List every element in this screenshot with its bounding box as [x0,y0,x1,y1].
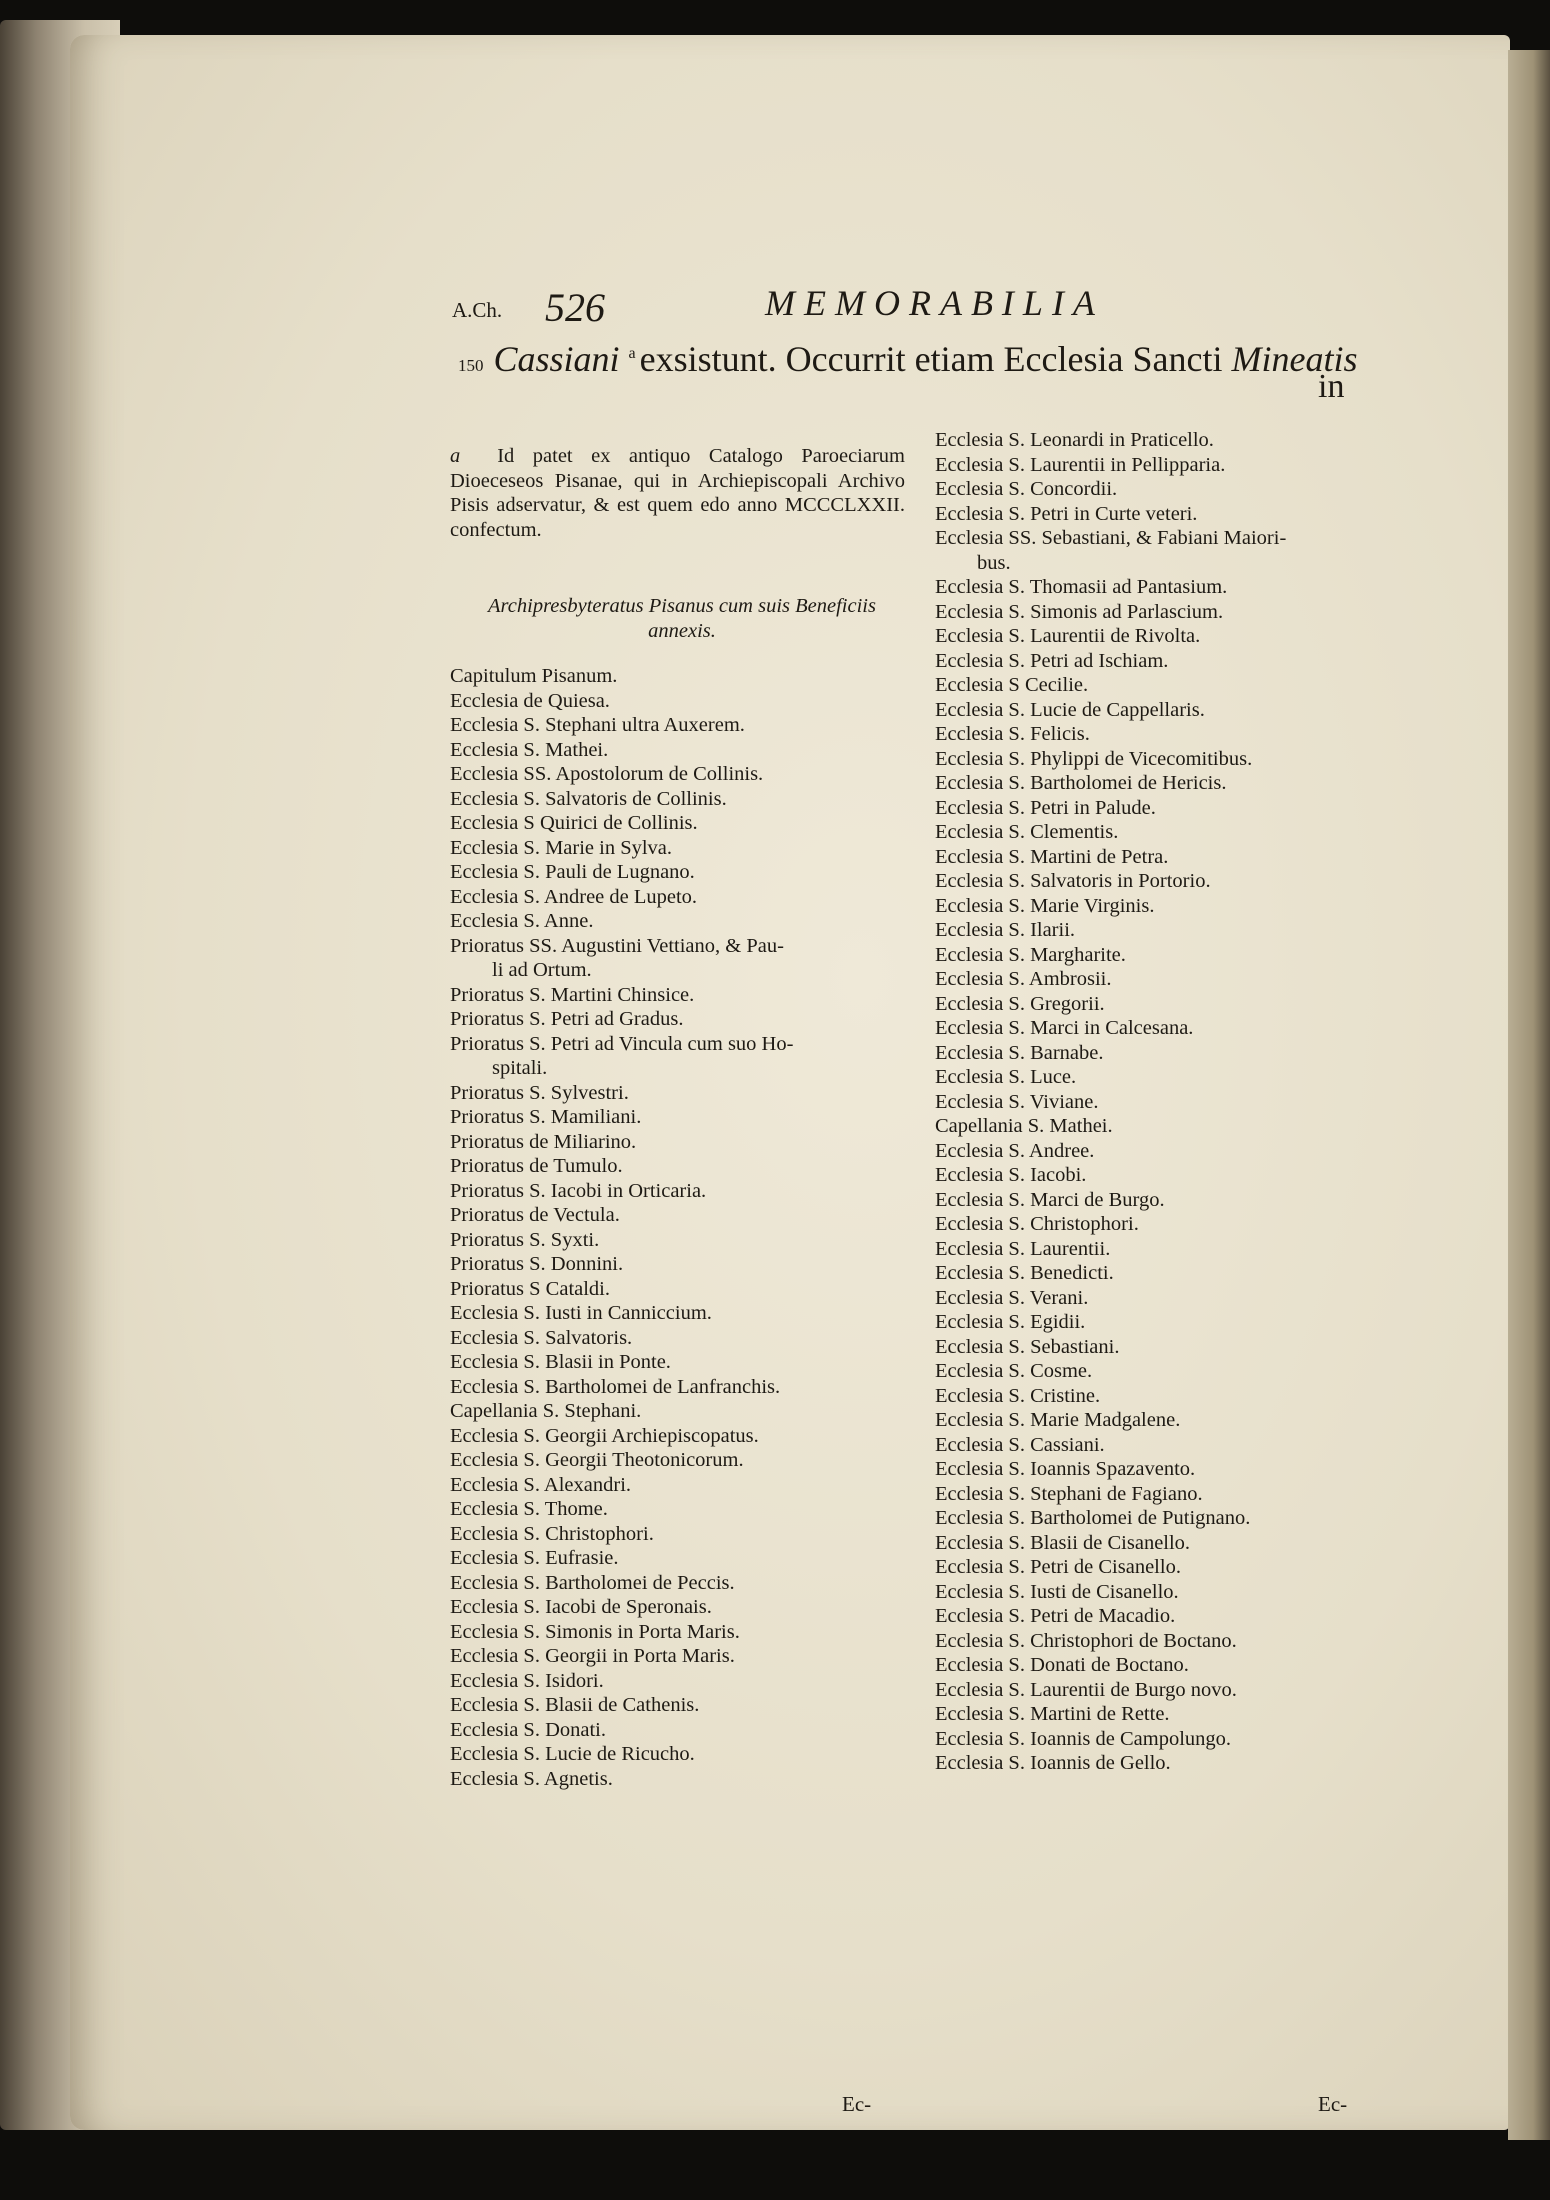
list-item: Prioratus S. Petri ad Gradus. [450,1008,684,1030]
list-item: Ecclesia S. Blasii de Cathenis. [450,1694,700,1716]
list-item: Ecclesia S. Martini de Petra. [935,845,1169,868]
list-item: Ecclesia S. Blasii in Ponte. [450,1351,671,1373]
main-text: exsistunt. Occurrit etiam Ecclesia Sancti [639,339,1223,379]
list-item: Ecclesia S. Marie Madgalene. [935,1409,1181,1431]
section-heading: Archipresbyteratus Pisanus cum suis Beneficiis annexis. [488,595,876,642]
list-item: Ecclesia S. Cassiani. [935,1433,1105,1456]
list-item: Ecclesia S. Christophori de Boctano. [935,1629,1237,1652]
catchword-left: Ec- [842,2092,872,2116]
list-item: Prioratus S. Mamiliani. [450,1106,642,1128]
list-item: Ecclesia S. Phylippi de Vicecomitibus. [935,747,1253,770]
list-item: Ecclesia S. Christophori. [935,1213,1139,1235]
list-item: Ecclesia S. Marie Virginis. [935,894,1155,917]
list-item: Ecclesia SS. Apostolorum de Collinis. [450,763,764,785]
list-item: Ecclesia S. Gregorii. [935,992,1105,1015]
list-item: Ecclesia S. Sebastiani. [935,1335,1120,1358]
list-item: Ecclesia S. Laurentii de Burgo novo. [935,1678,1237,1701]
list-item: Ecclesia S. Salvatoris in Portorio. [935,870,1211,892]
list-item: Ecclesia S. Andree de Lupeto. [450,885,698,908]
list-item: Ecclesia S Quirici de Collinis. [450,812,698,834]
list-item: Capitulum Pisanum. [450,665,618,687]
list-item: Ecclesia S. Agnetis. [450,1767,613,1790]
list-item: Prioratus S. Iacobi in Orticaria. [450,1179,707,1202]
list-item: Ecclesia S. Salvatoris. [450,1326,633,1349]
left-column-list [450,664,793,1791]
list-item: Ecclesia S. Iacobi de Speronais. [450,1596,712,1618]
list-item: Prioratus S Cataldi. [450,1277,611,1300]
list-item: spitali. [492,1057,548,1079]
list-item: Ecclesia S. Egidii. [935,1311,1086,1333]
list-item: Ecclesia S. Bartholomei de Lanfranchis. [450,1375,781,1398]
list-item: Ecclesia de Quiesa. [450,689,610,712]
list-item: Ecclesia S. Luce. [935,1066,1077,1088]
italic-start: Cassiani [493,339,620,379]
list-item: Ecclesia S. Marie in Sylva. [450,836,673,859]
list-item: Ecclesia S. Bartholomei de Hericis. [935,772,1227,794]
list-item: Ecclesia S. Laurentii in Pellipparia. [935,453,1226,476]
list-item: Ecclesia S. Simonis in Porta Maris. [450,1620,740,1643]
list-item: li ad Ortum. [492,959,592,981]
margin-year: 150 [458,356,484,375]
list-item: Ecclesia S. Andree. [935,1139,1095,1162]
list-item: Ecclesia S. Bartholomei de Putignano. [935,1507,1251,1529]
list-item: Ecclesia S. Petri in Curte veteri. [935,502,1198,525]
list-item: Prioratus S. Martini Chinsice. [450,983,695,1006]
list-item: Ecclesia S. Iusti de Cisanello. [935,1580,1179,1603]
list-item: Ecclesia S. Petri de Cisanello. [935,1556,1181,1578]
facing-page-edge [1508,50,1550,2140]
list-item: Prioratus S. Sylvestri. [450,1081,629,1104]
page-number: 526 [545,285,605,330]
list-item: Ecclesia S. Verani. [935,1286,1089,1309]
list-item: Ecclesia S. Donati. [450,1718,606,1741]
list-item: Ecclesia S. Cristine. [935,1384,1101,1407]
list-item: Ecclesia S. Ioannis de Campolungo. [935,1727,1232,1750]
list-item: Ecclesia S. Iusti in Canniccium. [450,1302,712,1324]
list-item: Ecclesia S. Georgii in Porta Maris. [450,1645,735,1667]
list-item: bus. [977,551,1011,574]
list-item: Ecclesia S. Marci de Burgo. [935,1188,1165,1211]
italic-end: Mineatis [1231,339,1358,379]
list-item: Ecclesia S. Eufrasie. [450,1547,619,1569]
list-item: Ecclesia S. Petri de Macadio. [935,1605,1176,1627]
list-item: Ecclesia S. Salvatoris de Collinis. [450,787,727,810]
list-item: Capellania S. Mathei. [935,1115,1113,1137]
list-item: Ecclesia S. Georgii Theotonicorum. [450,1449,744,1471]
list-item: Ecclesia S. Margharite. [935,943,1126,966]
list-item: Ecclesia S. Cosme. [935,1360,1093,1382]
list-item: Prioratus SS. Augustini Vettiano, & Pau- [450,934,784,957]
list-item: Ecclesia S. Concordii. [935,478,1118,500]
list-item: Prioratus de Miliarino. [450,1130,637,1153]
list-item: Ecclesia S. Stephani ultra Auxerem. [450,714,745,736]
list-item: Ecclesia S. Laurentii de Rivolta. [935,625,1201,647]
list-item: Ecclesia S. Iacobi. [935,1164,1087,1186]
list-item: Ecclesia S. Ioannis Spazavento. [935,1458,1196,1480]
list-item: Ecclesia S. Christophori. [450,1522,654,1545]
list-item: Prioratus S. Petri ad Vincula cum suo Ho- [450,1032,794,1055]
list-item: Ecclesia S. Isidori. [450,1669,604,1692]
list-item: Ecclesia S. Viviane. [935,1090,1099,1113]
list-item: Prioratus de Tumulo. [450,1155,623,1177]
main-text-continuation: in [1318,368,1345,405]
list-item: Prioratus S. Syxti. [450,1228,600,1251]
list-item: Ecclesia S Cecilie. [935,674,1089,696]
right-column-list [935,428,1286,1776]
list-item: Ecclesia S. Lucie de Ricucho. [450,1743,695,1765]
footnote-mark: a [450,445,461,467]
list-item: Ecclesia S. Marci in Calcesana. [935,1017,1194,1039]
list-item: Ecclesia S. Blasii de Cisanello. [935,1531,1191,1554]
list-item: Ecclesia S. Georgii Archiepiscopatus. [450,1424,759,1447]
list-item: Ecclesia S. Barnabe. [935,1041,1104,1064]
list-item: Ecclesia S. Benedicti. [935,1262,1114,1284]
list-item: Ecclesia S. Leonardi in Praticello. [935,429,1214,451]
list-item: Ecclesia S. Thomasii ad Pantasium. [935,576,1228,598]
list-item: Ecclesia S. Bartholomei de Peccis. [450,1571,735,1594]
header-year-label: A.Ch. [452,298,503,322]
list-item: Ecclesia S. Simonis ad Parlascium. [935,600,1224,623]
list-item: Prioratus S. Donnini. [450,1253,624,1275]
list-item: Ecclesia S. Stephani de Fagiano. [935,1482,1203,1505]
list-item: Ecclesia S. Lucie de Cappellaris. [935,698,1205,721]
running-title: MEMORABILIA [765,283,1104,323]
list-item: Ecclesia S. Ilarii. [935,919,1076,941]
catchword-right: Ec- [1318,2092,1348,2116]
note-mark: a [628,345,636,362]
list-item: Ecclesia S. Alexandri. [450,1473,632,1496]
list-item: Ecclesia S. Thome. [450,1498,608,1520]
list-item: Ecclesia S. Ioannis de Gello. [935,1752,1171,1774]
list-item: Ecclesia S. Ambrosii. [935,968,1112,990]
list-item: Ecclesia S. Petri ad Ischiam. [935,649,1169,672]
list-item: Prioratus de Vectula. [450,1204,620,1226]
list-item: Ecclesia SS. Sebastiani, & Fabiani Maiori- [935,527,1287,549]
list-item: Ecclesia S. Felicis. [935,723,1090,745]
list-item: Capellania S. Stephani. [450,1400,642,1422]
footnote-text: Id patet ex antiquo Catalogo Paroeciarum Dioeceseos Pisanae, qui in Archiepiscopali Archivo Pisis adservatur, & est quem edo anno MCCCLXXII. confectum. [450,445,905,541]
list-item: Ecclesia S. Donati de Boctano. [935,1654,1189,1676]
footnote [450,444,905,542]
list-item: Ecclesia S. Petri in Palude. [935,796,1156,819]
list-item: Ecclesia S. Clementis. [935,821,1119,843]
list-item: Ecclesia S. Mathei. [450,738,609,761]
main-text-line [458,338,1357,380]
list-item: Ecclesia S. Pauli de Lugnano. [450,861,695,883]
list-item: Ecclesia S. Anne. [450,910,594,932]
list-item: Ecclesia S. Laurentii. [935,1237,1111,1260]
list-item: Ecclesia S. Martini de Rette. [935,1703,1170,1725]
